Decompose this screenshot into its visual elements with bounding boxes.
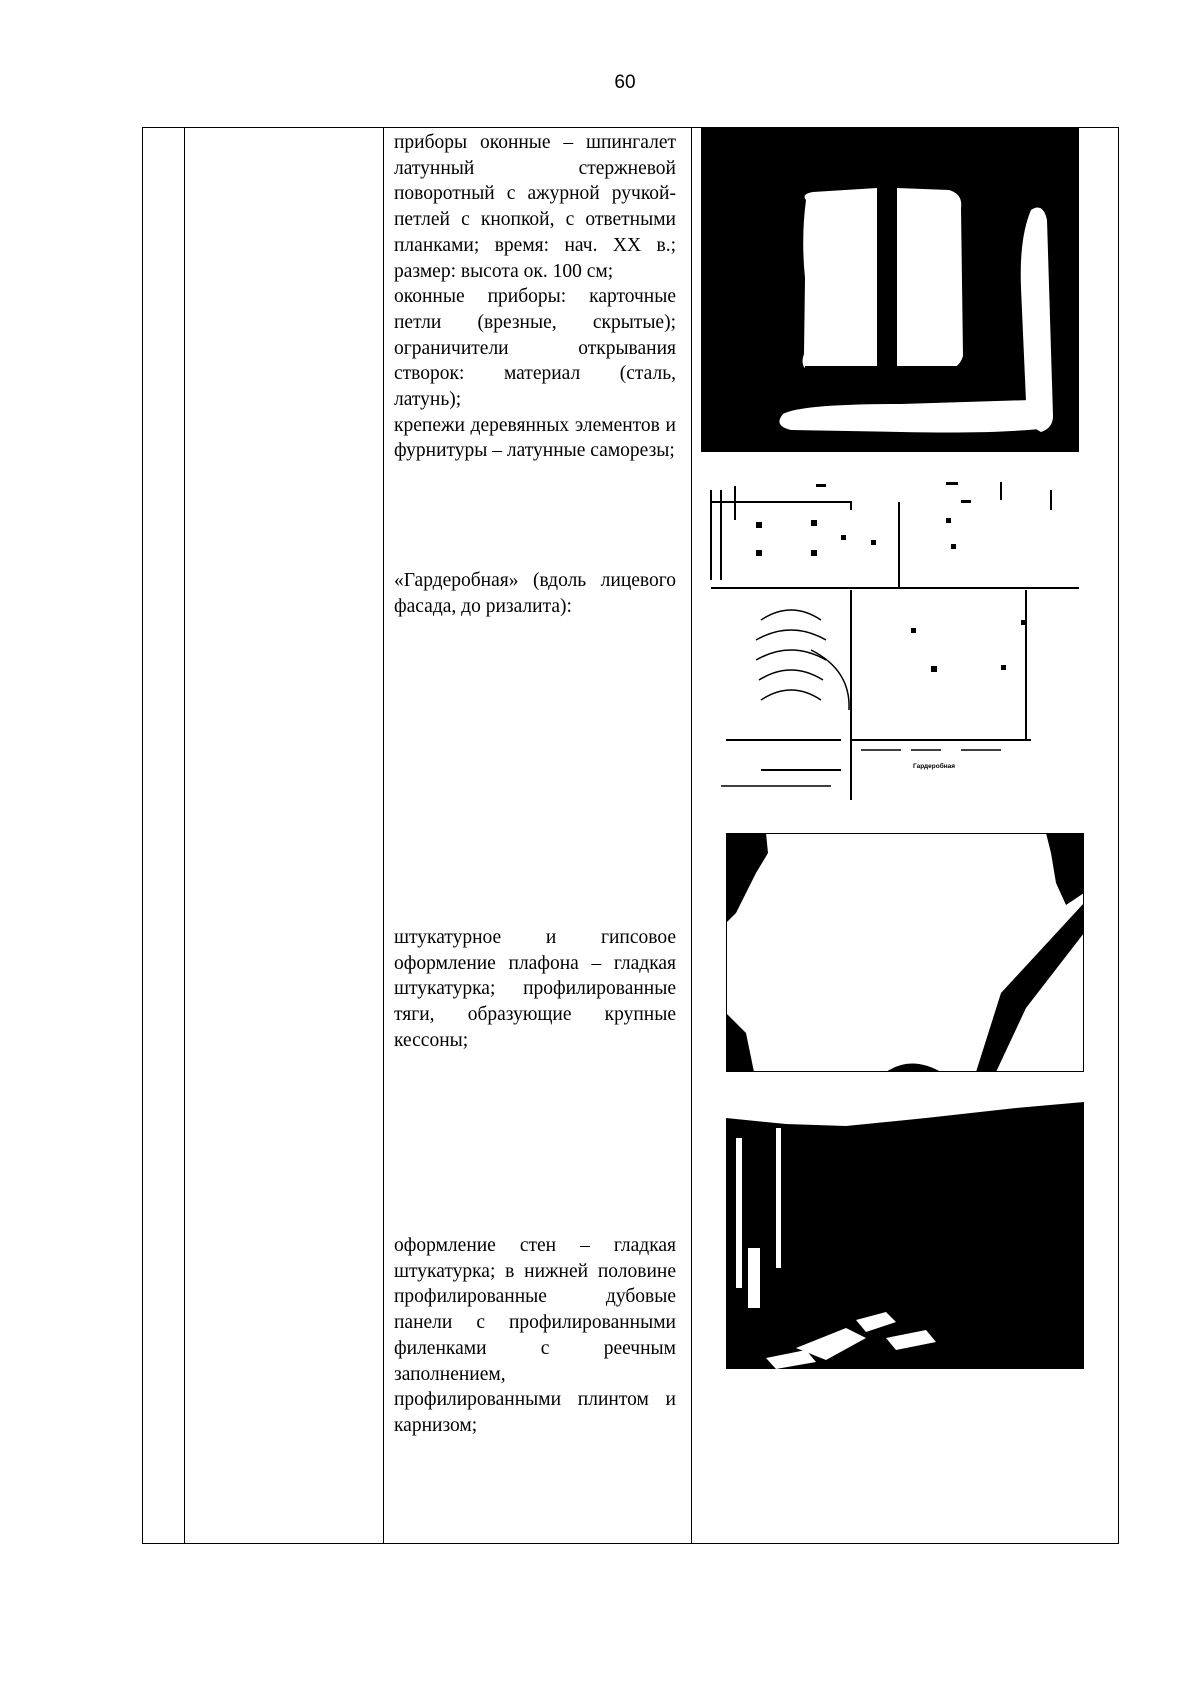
window-fittings-text: приборы оконные – шпингалет латунный стержневой поворотный с ажурной ручкой-петлей с кнопкой, с ответными планками; время: нач. XX в.; размер: высота ок. 100 см;	[394, 132, 676, 282]
floor-plan	[701, 470, 1079, 806]
room-heading: «Гардеробная» (вдоль лицевого фасада, до ризалита):	[394, 570, 676, 617]
window-devices-text: оконные приборы: карточные петли (врезные, скрытые); ограничители открывания створок: материал (сталь, латунь);	[394, 286, 676, 411]
column-divider	[691, 128, 692, 1543]
window-photo	[701, 128, 1079, 452]
column-divider	[383, 128, 384, 1543]
column-divider	[184, 128, 185, 1543]
page-number: 60	[614, 72, 636, 93]
ceiling-description: штукатурное и гипсовое оформление плафона – гладкая штукатурка; профилированные тяги, образующие крупные кессоны;	[394, 927, 676, 1051]
ceiling-photo	[726, 833, 1084, 1072]
walls-description: оформление стен – гладкая штукатурка; в нижней половине профилированные дубовые панели с профилированными филенками с реечным заполнением, профилированными плинтом и карнизом;	[394, 1235, 676, 1436]
wall-photo	[726, 1098, 1084, 1369]
window-fittings-block	[394, 130, 676, 464]
plan-room-label: Гардеробная	[913, 763, 956, 770]
fasteners-text: крепежи деревянных элементов и фурнитуры – латунные саморезы;	[394, 414, 676, 462]
